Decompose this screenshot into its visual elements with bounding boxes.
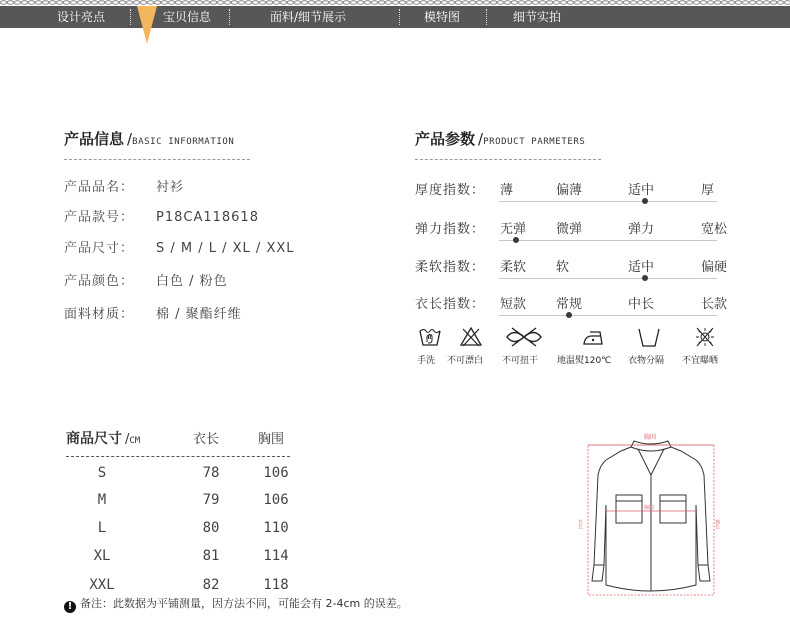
nav-item-product-info[interactable]: 宝贝信息 xyxy=(163,10,212,24)
size-table-cell-length: 81 xyxy=(202,548,220,564)
param-option: 偏薄 xyxy=(556,183,583,198)
param-option: 中长 xyxy=(628,297,655,312)
chest-label: 胸围 xyxy=(644,434,657,441)
param-option: 无弹 xyxy=(500,222,527,237)
size-table-heading: 商品尺寸 /CM xyxy=(66,431,141,447)
size-table-cell-length: 80 xyxy=(202,520,220,536)
size-table-cell-length: 78 xyxy=(202,465,220,481)
basic-info-heading: 产品信息 /BASIC INFORMATION xyxy=(64,130,235,148)
param-option: 宽松 xyxy=(701,222,728,237)
nav-item-detail-photo[interactable]: 细节实拍 xyxy=(513,10,562,24)
nav-separator xyxy=(229,9,230,25)
shirt-outline xyxy=(592,441,710,591)
param-option: 短款 xyxy=(500,297,527,312)
chest-inner-label: 胸围 xyxy=(644,505,655,511)
param-label: 衣长指数： xyxy=(415,297,486,312)
info-row-sizes xyxy=(64,237,295,256)
active-nav-indicator xyxy=(137,6,157,44)
info-value: 衬衫 xyxy=(156,180,185,195)
nav-chain-decoration xyxy=(0,0,790,5)
info-label: 产品品名： xyxy=(64,180,135,195)
param-option: 柔软 xyxy=(500,260,527,275)
param-option: 软 xyxy=(556,260,570,275)
nav-separator xyxy=(486,9,487,25)
param-label: 弹力指数： xyxy=(415,222,486,237)
info-label: 产品尺寸： xyxy=(64,241,135,256)
param-scale-line xyxy=(499,201,717,202)
care-label: 不宜曝晒 xyxy=(682,356,719,366)
params-divider xyxy=(415,159,601,160)
care-label: 衣物分隔 xyxy=(628,356,665,366)
info-value: 棉 / 聚酯纤维 xyxy=(156,307,242,322)
nav-item-fabric-detail[interactable]: 面料/细节展示 xyxy=(270,10,347,24)
size-table-cell-chest: 118 xyxy=(263,577,289,593)
param-option: 微弹 xyxy=(556,222,583,237)
param-scale-line xyxy=(499,315,717,316)
size-table-cell-size: S xyxy=(97,465,107,481)
care-label: 不可漂白 xyxy=(447,356,484,366)
basic-info-title: 产品信息 xyxy=(64,130,125,148)
basic-info-subtitle: BASIC INFORMATION xyxy=(132,137,235,147)
nav-separator xyxy=(399,9,400,25)
info-label: 面料材质： xyxy=(64,307,135,322)
param-selected-marker xyxy=(513,237,519,243)
params-title: 产品参数 xyxy=(415,130,476,148)
size-table-cell-chest: 114 xyxy=(263,548,289,564)
param-option: 长款 xyxy=(701,297,728,312)
size-note-text: 备注：此数据为平铺测量，因方法不同，可能会有 2-4cm 的误差。 xyxy=(80,597,408,610)
info-label: 产品颜色： xyxy=(64,274,135,289)
param-scale-line xyxy=(499,240,717,241)
length-label-left: 衣长 xyxy=(577,519,583,529)
nav-bar xyxy=(0,6,790,28)
param-option: 薄 xyxy=(500,183,514,198)
param-option: 弹力 xyxy=(628,222,655,237)
size-table-cell-chest: 106 xyxy=(263,492,289,508)
length-label-right: 袖长 xyxy=(714,519,720,529)
info-row-name xyxy=(64,176,184,195)
params-heading: 产品参数 /PRODUCT PARMETERS xyxy=(415,130,586,148)
size-table-cell-chest: 110 xyxy=(263,520,289,536)
wash-separately-icon xyxy=(637,326,661,348)
shirt-measurement-diagram xyxy=(576,425,726,605)
info-value: S / M / L / XL / XXL xyxy=(156,241,295,256)
care-label: 地温熨120℃ xyxy=(557,356,612,366)
size-table-cell-chest: 106 xyxy=(263,465,289,481)
size-table-cell-size: XL xyxy=(93,548,111,564)
info-row-style-number xyxy=(64,206,259,225)
size-table-cell-size: XXL xyxy=(89,577,115,593)
no-sun-dry-icon xyxy=(693,326,717,348)
nav-item-design[interactable]: 设计亮点 xyxy=(57,10,106,24)
size-table-cell-size: L xyxy=(97,520,107,536)
size-table-cell-size: M xyxy=(97,492,107,508)
info-row-colors xyxy=(64,270,228,289)
param-selected-marker xyxy=(566,312,572,318)
exclamation-icon: ! xyxy=(64,601,76,613)
size-note xyxy=(64,595,408,613)
param-option: 常规 xyxy=(556,297,583,312)
size-table-col-chest: 胸围 xyxy=(258,432,285,447)
info-label: 产品款号： xyxy=(64,210,135,225)
param-option: 适中 xyxy=(628,260,655,275)
param-label: 厚度指数： xyxy=(415,183,486,198)
param-option: 偏硬 xyxy=(701,260,728,275)
params-subtitle: PRODUCT PARMETERS xyxy=(483,137,586,147)
no-bleach-icon xyxy=(459,326,483,348)
info-row-material xyxy=(64,303,242,322)
info-value: 白色 / 粉色 xyxy=(156,274,228,289)
size-table-title: 商品尺寸 xyxy=(66,431,122,447)
low-iron-icon xyxy=(582,326,606,348)
param-scale-line xyxy=(499,278,717,279)
param-label: 柔软指数： xyxy=(415,260,486,275)
hand-wash-icon xyxy=(418,326,442,348)
care-label: 手洗 xyxy=(417,356,436,366)
param-option: 适中 xyxy=(628,183,655,198)
param-selected-marker xyxy=(642,198,648,204)
care-label: 不可扭干 xyxy=(502,356,539,366)
param-selected-marker xyxy=(642,275,648,281)
nav-item-model[interactable]: 模特图 xyxy=(424,10,461,24)
size-table-divider xyxy=(66,456,290,457)
nav-separator xyxy=(130,9,131,25)
size-table-cell-length: 79 xyxy=(202,492,220,508)
size-table-unit: CM xyxy=(129,436,141,446)
param-option: 厚 xyxy=(701,183,715,198)
no-wring-icon xyxy=(504,326,544,348)
size-table-cell-length: 82 xyxy=(202,577,220,593)
info-value: P18CA118618 xyxy=(156,210,259,225)
basic-info-divider xyxy=(64,159,250,160)
size-table-col-length: 衣长 xyxy=(193,432,220,447)
